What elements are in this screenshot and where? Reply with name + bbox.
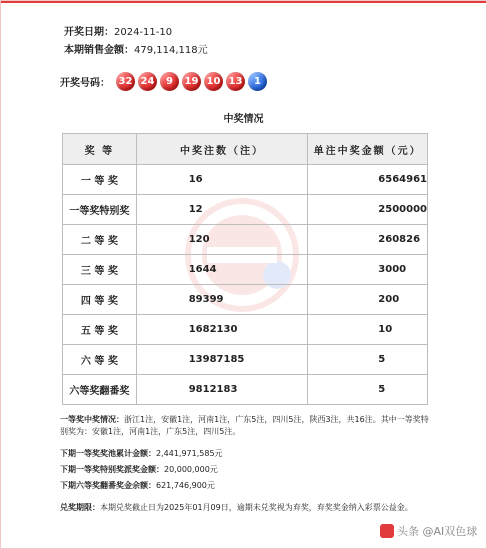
winning-numbers — [60, 68, 270, 94]
header-amount: 单注中奖金额（元） — [308, 134, 428, 165]
deadline-text: 本期兑奖截止日为2025年01月09日，逾期未兑奖视为弃奖，弃奖奖金纳入彩票公益金。 — [100, 503, 413, 512]
draw-date-label: 开奖日期： — [64, 27, 114, 38]
pool-line — [60, 448, 432, 460]
amount-cell: 5 — [308, 375, 428, 405]
sixth-line — [60, 480, 432, 492]
header-count: 中奖注数（注） — [136, 134, 308, 165]
special-label: 下期一等奖特别奖派奖金额： — [60, 465, 164, 474]
count-cell: 1682130 — [136, 315, 308, 345]
tier-cell: 五 等 奖 — [63, 315, 137, 345]
prize-section-title: 中奖情况 — [223, 114, 264, 125]
amount-cell: 10 — [308, 315, 428, 345]
tier-cell: 二 等 奖 — [63, 225, 137, 255]
prize-table-header — [63, 134, 428, 165]
amount-cell: 5 — [308, 345, 428, 375]
count-cell: 89399 — [136, 285, 308, 315]
toutiao-logo-icon — [380, 524, 394, 538]
special-value: 20,000,000元 — [164, 465, 218, 474]
source-badge-text: 头条 @AI双色球 — [397, 525, 478, 538]
table-row — [63, 195, 428, 225]
sales-line — [64, 45, 208, 57]
table-row — [63, 315, 428, 345]
red-ball: 24 — [138, 72, 157, 91]
first-prize-distribution — [60, 414, 432, 438]
table-row — [63, 375, 428, 405]
amount-cell: 2500000 — [308, 195, 428, 225]
tier-cell: 四 等 奖 — [63, 285, 137, 315]
tier-cell: 六 等 奖 — [63, 345, 137, 375]
deadline-line — [60, 502, 432, 514]
table-row — [63, 165, 428, 195]
sixth-label: 下期六等奖翻番奖金余额： — [60, 481, 156, 490]
red-ball: 9 — [160, 72, 179, 91]
count-cell: 120 — [136, 225, 308, 255]
draw-date-value: 2024-11-10 — [114, 27, 173, 38]
tier-cell: 三 等 奖 — [63, 255, 137, 285]
sales-value: 479,114,118元 — [134, 45, 208, 56]
winning-numbers-label: 开奖号码： — [60, 77, 110, 89]
pool-label: 下期一等奖奖池累计金额： — [60, 449, 156, 458]
first-prize-text: 浙江1注，安徽1注，河南1注，广东5注，四川5注，陕西3注，共16注。其中一等奖特别奖为：安徽1注，河南1注，广东5注，四川5注。 — [60, 415, 429, 436]
header-tier: 奖 等 — [63, 134, 137, 165]
amount-cell: 200 — [308, 285, 428, 315]
deadline-label: 兑奖期限： — [60, 503, 100, 512]
amount-cell: 260826 — [308, 225, 428, 255]
count-cell: 1644 — [136, 255, 308, 285]
table-row — [63, 345, 428, 375]
special-line — [60, 464, 432, 476]
pool-value: 2,441,971,585元 — [156, 449, 223, 458]
count-cell: 12 — [136, 195, 308, 225]
blue-ball: 1 — [248, 72, 267, 91]
red-ball: 10 — [204, 72, 223, 91]
source-badge — [380, 523, 477, 539]
tier-cell: 一 等 奖 — [63, 165, 137, 195]
amount-cell: 3000 — [308, 255, 428, 285]
red-ball: 13 — [226, 72, 245, 91]
draw-date-line — [64, 27, 172, 39]
sixth-value: 621,746,900元 — [156, 481, 215, 490]
prize-table — [62, 133, 428, 405]
red-ball: 32 — [116, 72, 135, 91]
tier-cell: 六等奖翻番奖 — [63, 375, 137, 405]
table-row — [63, 255, 428, 285]
table-row — [63, 285, 428, 315]
tier-cell: 一等奖特别奖 — [63, 195, 137, 225]
count-cell: 13987185 — [136, 345, 308, 375]
count-cell: 9812183 — [136, 375, 308, 405]
sales-label: 本期销售金额： — [64, 45, 134, 56]
amount-cell: 6564961 — [308, 165, 428, 195]
table-row — [63, 225, 428, 255]
red-ball: 19 — [182, 72, 201, 91]
first-prize-label: 一等奖中奖情况： — [60, 415, 124, 424]
count-cell: 16 — [136, 165, 308, 195]
